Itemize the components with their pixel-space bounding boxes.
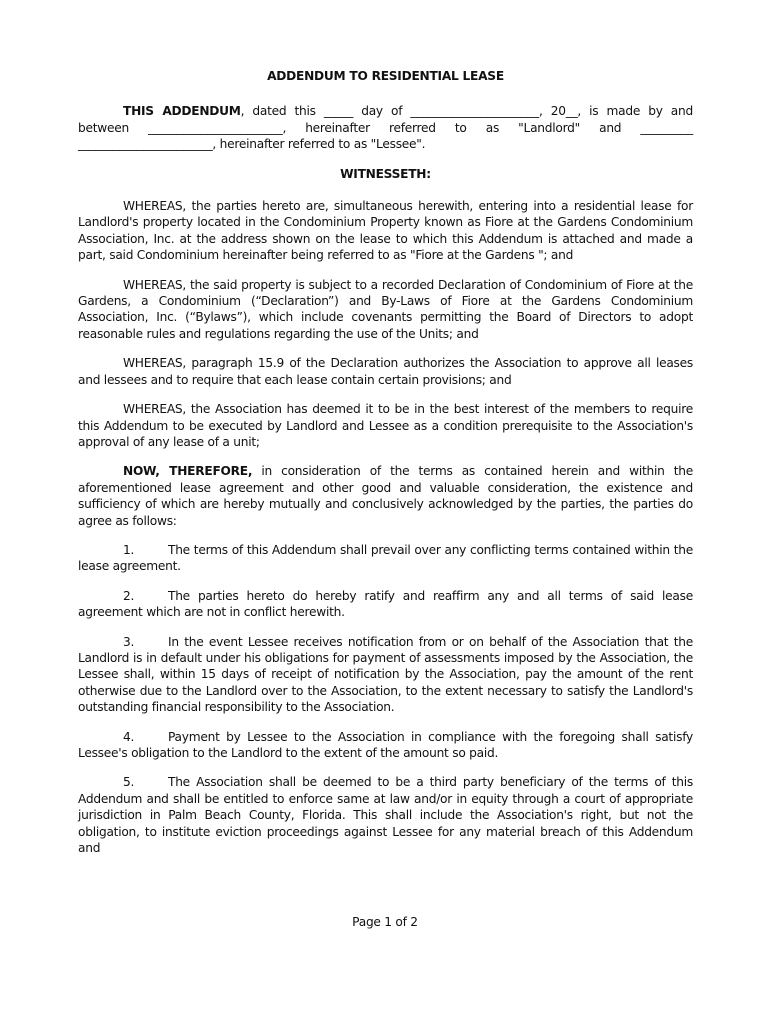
clause-text: The Association shall be deemed to be a third party beneficiary of the terms of this Addendum and shall be entitled to enforce same at law and/or in equity through a court of appropriate jurisdiction in Palm Beach County, Florida. This shall include the Association's right, but not the obligation, to institute eviction proceedings against Lessee for any material breach of this Addendum and (78, 775, 693, 856)
clause-text: The terms of this Addendum shall prevail over any conflicting terms contained within the lease agreement. (78, 542, 693, 574)
clause-number: 5. (123, 775, 135, 790)
whereas-paragraph: WHEREAS, paragraph 15.9 of the Declaration authorizes the Association to approve all leases and lessees and to require that each lease contain certain provisions; and (78, 356, 693, 387)
clause-number: 1. (123, 542, 135, 557)
document-title: ADDENDUM TO RESIDENTIAL LEASE (267, 69, 504, 83)
clause-2 (78, 588, 693, 621)
page-number-footer: Page 1 of 2 (352, 915, 418, 929)
now-therefore-bold-lead: NOW, THEREFORE, (123, 464, 253, 479)
clause-number: 2. (123, 588, 135, 603)
now-therefore-text: in consideration of the terms as contained herein and within the aforementioned lease agreement and other good and valuable consideration, the existence and sufficiency of which are hereby mutually and conclusively acknowledged by the parties, the parties do agree as follows: (78, 464, 693, 528)
now-therefore-paragraph (78, 463, 693, 529)
clause-3 (78, 634, 693, 716)
intro-paragraph (78, 103, 693, 152)
clause-text: In the event Lessee receives notification from or on behalf of the Association that the Landlord is in default under his obligations for payment of assessments imposed by the Association, the Lessee shall, within 15 days of receipt of notification by the Association, pay the amount of the rent otherwise due to the Landlord over to the Association, to the extent necessary to satisfy the Landlord's outstanding financial responsibility to the Association. (78, 634, 693, 715)
intro-text: , dated this _____ day of ______________________, 20__, is made by and between _______________________, hereinafter referred to as "Landlord" and _________ _______________________, hereinafter referred to as "Lessee". (78, 104, 693, 152)
whereas-paragraph: WHEREAS, the said property is subject to a recorded Declaration of Condominium of Fiore at the Gardens, a Condominium (“Declaration”) and By-Laws of Fiore at the Gardens Condominium Association, Inc. (“Bylaws”), which include covenants permitting the Board of Directors to adopt reasonable rules and regulations regarding the use of the Units; and (78, 277, 693, 341)
whereas-paragraph: WHEREAS, the parties hereto are, simultaneous herewith, entering into a residential lease for Landlord's property located in the Condominium Property known as Fiore at the Gardens Condominium Association, Inc. at the address shown on the lease to which this Addendum is attached and made a part, said Condominium hereinafter being referred to as "Fiore at the Gardens "; and (78, 199, 693, 263)
clause-5 (78, 774, 693, 856)
witnesseth-heading: WITNESSETH: (340, 166, 431, 181)
intro-bold-lead: THIS ADDENDUM (123, 104, 241, 119)
document-page (78, 68, 693, 869)
clause-number: 3. (123, 634, 135, 649)
whereas-paragraph: WHEREAS, the Association has deemed it to be in the best interest of the members to require this Addendum to be executed by Landlord and Lessee as a condition prerequisite to the Association's approval of any lease of a unit; (78, 402, 693, 449)
clause-text: Payment by Lessee to the Association in compliance with the foregoing shall satisfy Lessee's obligation to the Landlord to the extent of the amount so paid. (78, 729, 693, 760)
clause-text: The parties hereto do hereby ratify and reaffirm any and all terms of said lease agreement which are not in conflict herewith. (78, 588, 693, 620)
clause-1 (78, 542, 693, 575)
clause-4 (78, 729, 693, 762)
clause-number: 4. (123, 729, 135, 744)
